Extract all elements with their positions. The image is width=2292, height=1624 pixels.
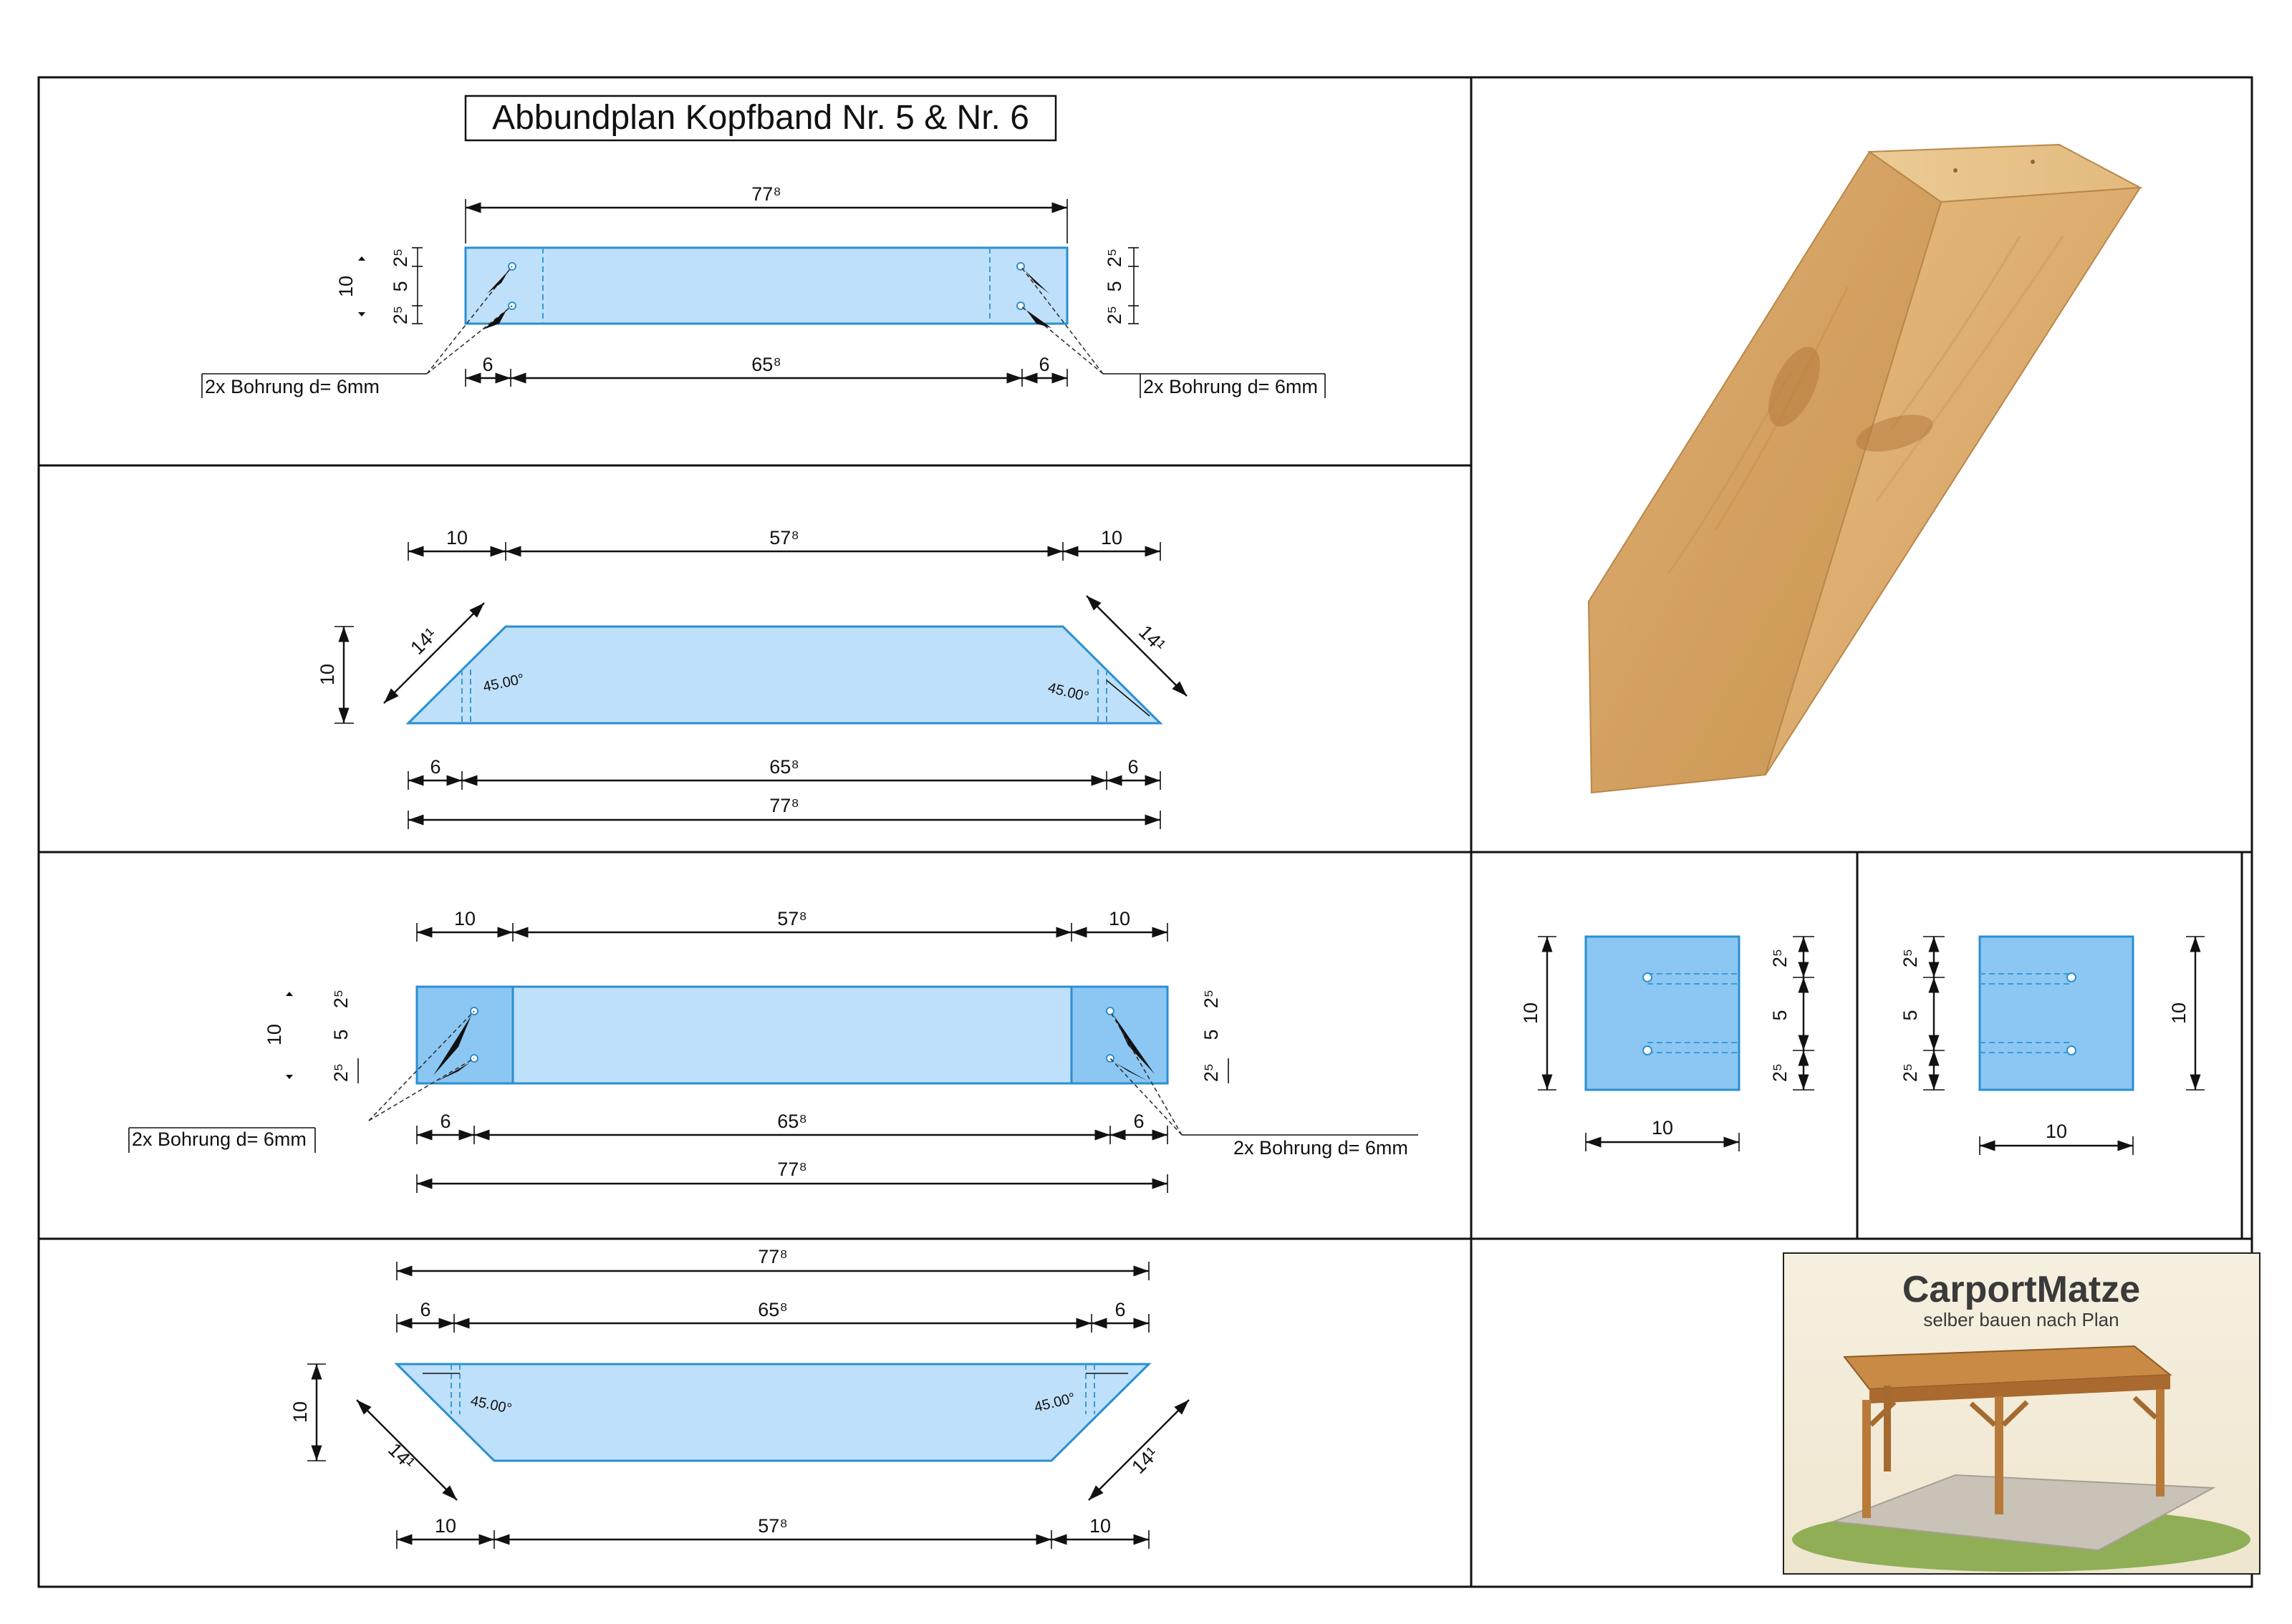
dim-hole-edge: 2⁵: [1200, 1063, 1222, 1083]
dim-end: 10: [453, 908, 476, 929]
brand-tagline: selber bauen nach Plan: [1923, 1309, 2119, 1330]
dim-hole-edge: 2⁵: [1899, 1063, 1921, 1083]
end-section-left: [1520, 937, 1814, 1151]
dim-end: 10: [446, 527, 468, 548]
dim-hole-edge: 2⁵: [390, 248, 411, 268]
dim-height: 10: [317, 663, 338, 686]
dim-end: 6: [1127, 756, 1139, 778]
dim-end: 6: [482, 354, 493, 375]
top-view-piece-zones: [129, 908, 1418, 1193]
dim-height: 10: [289, 1401, 311, 1424]
top-view-piece: [202, 183, 1325, 398]
dim-hole-edge: 2⁵: [1104, 248, 1125, 268]
drill-hole: [2067, 973, 2076, 982]
dim-middle: 65⁸: [751, 354, 781, 375]
end-section-right: [1899, 937, 2205, 1155]
dim-diagonal: 14¹: [1127, 1443, 1163, 1479]
drill-note: 2x Bohrung d= 6mm: [1143, 376, 1318, 397]
dim-hole-edge: 2⁵: [1899, 948, 1921, 968]
dim-height: 10: [335, 275, 357, 298]
dim-middle: 65⁸: [769, 756, 799, 778]
dim-total: 77⁸: [758, 1246, 788, 1267]
dim-hole-edge: 2⁵: [330, 989, 352, 1009]
dim-width: 10: [1651, 1117, 1674, 1139]
dim-hole-edge: 2⁵: [1769, 948, 1791, 968]
dim-hole-spacing: 5: [1104, 281, 1125, 292]
drill-note: 2x Bohrung d= 6mm: [205, 376, 380, 397]
side-view-piece-inverted: [289, 1246, 1189, 1549]
beam-top-view-zones: [417, 987, 1167, 1083]
dim-angle: 45.00°: [468, 1393, 514, 1417]
page-title: Abbundplan Kopfband Nr. 5 & Nr. 6: [492, 99, 1029, 137]
dim-end: 10: [1100, 527, 1123, 548]
dim-end: 10: [1089, 1515, 1112, 1537]
end-zone-right: [1072, 987, 1167, 1083]
drill-hole: [1643, 1046, 1652, 1055]
end-face: [1980, 937, 2133, 1090]
dim-middle: 65⁸: [758, 1299, 788, 1320]
dim-end: 6: [430, 756, 441, 778]
dim-diagonal: 14¹: [383, 1439, 419, 1474]
dim-hole-spacing: 5: [1769, 1010, 1791, 1021]
dim-hole-edge: 2⁵: [1769, 1063, 1791, 1083]
dim-total: 77⁸: [777, 1159, 807, 1180]
dim-middle: 57⁸: [758, 1515, 788, 1537]
dim-hole-edge: 2⁵: [1104, 305, 1125, 325]
dim-width: 10: [2045, 1121, 2068, 1142]
drill-note: 2x Bohrung d= 6mm: [1233, 1137, 1408, 1159]
dim-diagonal: 14¹: [1134, 621, 1170, 657]
drill-hole: [2067, 1046, 2076, 1055]
dim-angle: 45.00°: [1046, 680, 1091, 705]
drill-hole: [1107, 1007, 1114, 1015]
drill-hole: [1643, 973, 1652, 982]
dim-end: 10: [434, 1515, 457, 1537]
dim-total: 77⁸: [751, 183, 781, 205]
dim-height: 10: [2168, 1002, 2190, 1025]
dim-hole-edge: 2⁵: [390, 305, 411, 325]
brand-name: CarportMatze: [1902, 1269, 2141, 1310]
beam-top-view: [466, 248, 1067, 324]
beam-3d-render: [1589, 145, 2140, 793]
dim-end: 6: [1133, 1111, 1145, 1132]
dim-height: 10: [1520, 1002, 1541, 1025]
dim-hole-spacing: 5: [330, 1029, 352, 1040]
end-face: [1586, 937, 1739, 1090]
dim-middle: 65⁸: [777, 1111, 807, 1132]
dim-hole-spacing: 5: [390, 281, 411, 292]
drill-note: 2x Bohrung d= 6mm: [132, 1128, 307, 1150]
dim-angle: 45.00°: [481, 671, 526, 695]
dim-hole-spacing: 5: [1200, 1029, 1222, 1040]
dim-end: 6: [1039, 354, 1050, 375]
dim-end: 6: [420, 1299, 431, 1320]
dim-diagonal: 14¹: [406, 624, 442, 659]
brand-logo: [1783, 1253, 2260, 1574]
end-zone-left: [417, 987, 513, 1083]
dim-end: 6: [440, 1111, 451, 1132]
side-view-piece: [317, 527, 1187, 829]
dim-height: 10: [264, 1023, 285, 1046]
dim-end: 10: [1108, 908, 1131, 929]
dim-middle: 57⁸: [777, 908, 807, 929]
dim-hole-spacing: 5: [1899, 1010, 1921, 1021]
dim-angle: 45.00°: [1032, 1390, 1077, 1416]
dim-end: 6: [1114, 1299, 1126, 1320]
dim-middle: 57⁸: [769, 527, 799, 548]
dim-hole-edge: 2⁵: [330, 1063, 352, 1083]
dim-hole-edge: 2⁵: [1200, 989, 1222, 1009]
dim-total: 77⁸: [769, 795, 799, 816]
